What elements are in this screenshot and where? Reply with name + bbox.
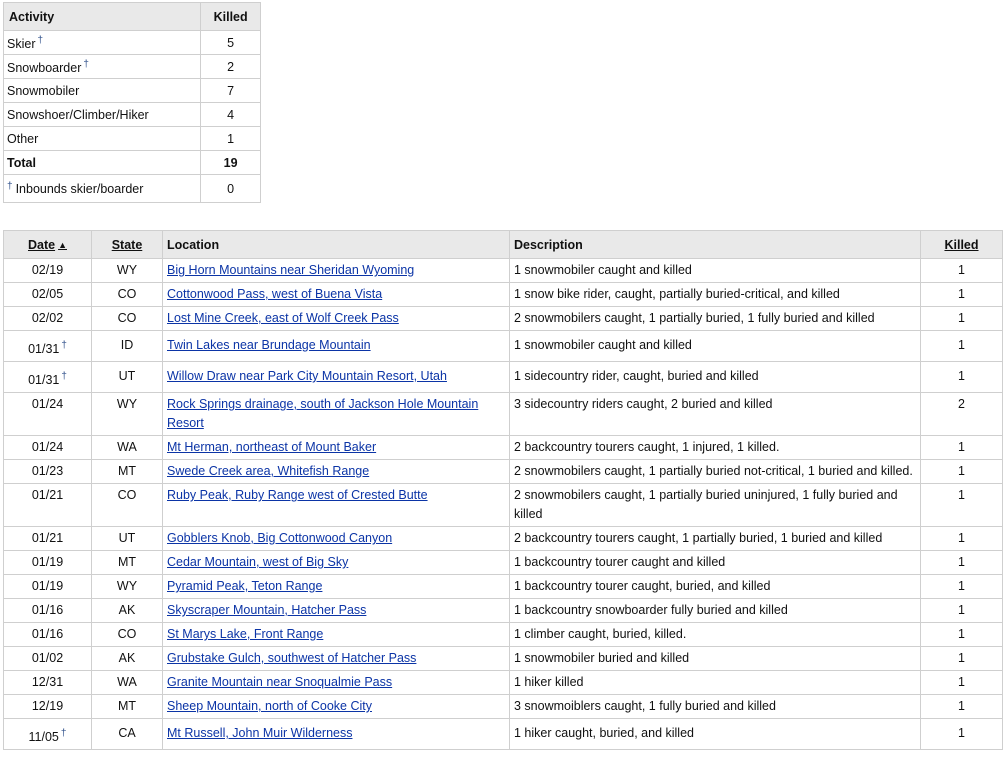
location-cell xyxy=(163,671,510,695)
activity-killed-count: 7 xyxy=(201,79,261,103)
activity-cell xyxy=(4,79,201,103)
date-cell xyxy=(4,436,92,460)
killed-cell: 2 xyxy=(921,393,1003,436)
description-cell: 2 backcountry tourers caught, 1 partially buried, 1 buried and killed xyxy=(510,527,921,551)
description-cell: 3 snowmoiblers caught, 1 fully buried and killed xyxy=(510,695,921,719)
date-cell xyxy=(4,393,92,436)
date-cell xyxy=(4,460,92,484)
state-header-label[interactable]: State xyxy=(111,237,143,252)
inbounds-cell xyxy=(4,175,201,203)
inbounds-dagger-icon: † xyxy=(60,728,67,739)
description-cell: 1 snow bike rider, caught, partially buried-critical, and killed xyxy=(510,283,921,307)
incident-row xyxy=(4,331,1003,362)
date-cell xyxy=(4,719,92,750)
summary-table xyxy=(3,2,261,203)
date-value: 02/05 xyxy=(31,287,64,301)
summary-row xyxy=(4,31,261,55)
description-cell: 2 backcountry tourers caught, 1 injured, 1 killed. xyxy=(510,436,921,460)
date-cell xyxy=(4,362,92,393)
activity-label: Skier xyxy=(7,36,36,51)
description-cell: 2 snowmobilers caught, 1 partially buried uninjured, 1 fully buried and killed xyxy=(510,484,921,527)
total-killed-count: 19 xyxy=(201,151,261,175)
description-header: Description xyxy=(510,231,921,259)
description-cell: 1 backcountry snowboarder fully buried and killed xyxy=(510,599,921,623)
date-value: 01/19 xyxy=(31,555,64,569)
date-cell xyxy=(4,671,92,695)
state-cell: MT xyxy=(92,460,163,484)
state-cell: WY xyxy=(92,575,163,599)
date-value: 02/02 xyxy=(31,311,64,325)
date-cell xyxy=(4,331,92,362)
date-cell xyxy=(4,551,92,575)
summary-row xyxy=(4,103,261,127)
state-cell: UT xyxy=(92,527,163,551)
activity-cell xyxy=(4,31,201,55)
location-cell xyxy=(163,436,510,460)
location-cell xyxy=(163,599,510,623)
killed-cell: 1 xyxy=(921,719,1003,750)
incidents-table xyxy=(3,230,1003,750)
state-cell: ID xyxy=(92,331,163,362)
description-cell: 3 sidecountry riders caught, 2 buried and killed xyxy=(510,393,921,436)
summary-row xyxy=(4,127,261,151)
killed-cell: 1 xyxy=(921,436,1003,460)
date-cell xyxy=(4,283,92,307)
location-cell xyxy=(163,259,510,283)
incident-row xyxy=(4,551,1003,575)
killed-cell: 1 xyxy=(921,484,1003,527)
activity-cell xyxy=(4,55,201,79)
location-link[interactable]: Pyramid Peak, Teton Range xyxy=(167,579,323,593)
incident-row xyxy=(4,259,1003,283)
date-cell xyxy=(4,695,92,719)
date-value: 01/21 xyxy=(31,531,64,545)
location-link[interactable]: Rock Springs drainage, south of Jackson Hole Mountain Resort xyxy=(167,397,479,430)
incident-row xyxy=(4,599,1003,623)
activity-cell xyxy=(4,103,201,127)
description-cell: 1 backcountry tourer caught, buried, and killed xyxy=(510,575,921,599)
location-cell xyxy=(163,647,510,671)
location-link[interactable]: Mt Herman, northeast of Mount Baker xyxy=(167,440,377,454)
date-value: 01/24 xyxy=(31,440,64,454)
location-link[interactable]: Grubstake Gulch, southwest of Hatcher Pass xyxy=(167,651,417,665)
killed-cell: 1 xyxy=(921,599,1003,623)
date-value: 02/19 xyxy=(31,263,64,277)
sort-by-date-header[interactable] xyxy=(4,231,92,259)
location-link[interactable]: Willow Draw near Park City Mountain Resort, Utah xyxy=(167,369,447,383)
incident-row xyxy=(4,575,1003,599)
incident-row xyxy=(4,527,1003,551)
inbounds-dagger-icon: † xyxy=(61,340,67,351)
incident-row xyxy=(4,436,1003,460)
location-link[interactable]: Mt Russell, John Muir Wilderness xyxy=(167,726,353,740)
activity-label: Snowshoer/Climber/Hiker xyxy=(7,107,149,122)
killed-cell: 1 xyxy=(921,283,1003,307)
location-link[interactable]: Big Horn Mountains near Sheridan Wyoming xyxy=(167,263,415,277)
inbounds-dagger-icon: † xyxy=(37,34,44,46)
location-cell xyxy=(163,283,510,307)
summary-row xyxy=(4,55,261,79)
killed-cell: 1 xyxy=(921,460,1003,484)
date-value: 11/05 xyxy=(28,730,59,744)
location-header: Location xyxy=(163,231,510,259)
summary-inbounds-row xyxy=(4,175,261,203)
description-cell: 2 snowmobilers caught, 1 partially buried, 1 fully buried and killed xyxy=(510,307,921,331)
state-cell: CO xyxy=(92,623,163,647)
date-value: 01/23 xyxy=(31,464,64,478)
location-link[interactable]: St Marys Lake, Front Range xyxy=(167,627,324,641)
killed-cell: 1 xyxy=(921,671,1003,695)
date-cell xyxy=(4,623,92,647)
state-cell: CO xyxy=(92,484,163,527)
killed-cell: 1 xyxy=(921,647,1003,671)
description-cell: 1 sidecountry rider, caught, buried and killed xyxy=(510,362,921,393)
date-cell xyxy=(4,484,92,527)
description-cell: 2 snowmobilers caught, 1 partially buried not-critical, 1 buried and killed. xyxy=(510,460,921,484)
location-link[interactable]: Twin Lakes near Brundage Mountain xyxy=(167,338,371,352)
location-cell xyxy=(163,331,510,362)
date-value: 01/21 xyxy=(31,488,64,502)
location-cell xyxy=(163,484,510,527)
location-cell xyxy=(163,307,510,331)
sort-by-killed-header[interactable] xyxy=(921,231,1003,259)
date-header-label[interactable]: Date xyxy=(27,237,56,252)
activity-killed-count: 2 xyxy=(201,55,261,79)
state-cell: CO xyxy=(92,307,163,331)
activity-killed-count: 4 xyxy=(201,103,261,127)
location-cell xyxy=(163,551,510,575)
description-cell: 1 hiker killed xyxy=(510,671,921,695)
killed-cell: 1 xyxy=(921,527,1003,551)
location-link[interactable]: Sheep Mountain, north of Cooke City xyxy=(167,699,372,713)
location-cell xyxy=(163,695,510,719)
incident-row xyxy=(4,460,1003,484)
date-value: 01/02 xyxy=(31,651,64,665)
killed-cell: 1 xyxy=(921,695,1003,719)
state-cell: UT xyxy=(92,362,163,393)
location-link[interactable]: Lost Mine Creek, east of Wolf Creek Pass xyxy=(167,311,399,325)
incident-row xyxy=(4,283,1003,307)
activity-cell xyxy=(4,127,201,151)
location-link[interactable]: Skyscraper Mountain, Hatcher Pass xyxy=(167,603,367,617)
inbounds-dagger-icon: † xyxy=(83,58,89,70)
location-link[interactable]: Gobblers Knob, Big Cottonwood Canyon xyxy=(167,531,393,545)
killed-cell: 1 xyxy=(921,259,1003,283)
state-cell: WA xyxy=(92,436,163,460)
inbounds-killed-count: 0 xyxy=(201,175,261,203)
location-cell xyxy=(163,362,510,393)
killed-header-label[interactable]: Killed xyxy=(944,237,979,252)
state-cell: WY xyxy=(92,259,163,283)
date-value: 12/19 xyxy=(31,699,64,713)
location-cell xyxy=(163,460,510,484)
killed-cell: 1 xyxy=(921,307,1003,331)
date-cell xyxy=(4,307,92,331)
date-value: 01/16 xyxy=(31,627,64,641)
incident-row xyxy=(4,647,1003,671)
location-link[interactable]: Cedar Mountain, west of Big Sky xyxy=(167,555,349,569)
state-cell: CA xyxy=(92,719,163,750)
location-link[interactable]: Ruby Peak, Ruby Range west of Crested Butte xyxy=(167,488,428,502)
activity-killed-count: 5 xyxy=(201,31,261,55)
date-cell xyxy=(4,647,92,671)
incident-row xyxy=(4,393,1003,436)
location-cell xyxy=(163,393,510,436)
date-cell xyxy=(4,599,92,623)
state-cell: AK xyxy=(92,647,163,671)
incident-row xyxy=(4,484,1003,527)
location-cell xyxy=(163,575,510,599)
date-value: 01/31 xyxy=(28,342,60,356)
date-value: 12/31 xyxy=(31,675,64,689)
killed-cell: 1 xyxy=(921,623,1003,647)
description-cell: 1 backcountry tourer caught and killed xyxy=(510,551,921,575)
location-link[interactable]: Cottonwood Pass, west of Buena Vista xyxy=(167,287,383,301)
date-cell xyxy=(4,527,92,551)
incident-row xyxy=(4,671,1003,695)
state-cell: WA xyxy=(92,671,163,695)
killed-cell: 1 xyxy=(921,551,1003,575)
location-cell xyxy=(163,527,510,551)
total-label: Total xyxy=(4,151,201,175)
activity-killed-count: 1 xyxy=(201,127,261,151)
killed-cell: 1 xyxy=(921,331,1003,362)
state-cell: AK xyxy=(92,599,163,623)
summary-total-row xyxy=(4,151,261,175)
date-cell xyxy=(4,259,92,283)
location-link[interactable]: Granite Mountain near Snoqualmie Pass xyxy=(167,675,393,689)
date-value: 01/24 xyxy=(31,397,64,411)
date-value: 01/31 xyxy=(28,373,60,387)
inbounds-label: Inbounds skier/boarder xyxy=(15,182,144,196)
incident-row xyxy=(4,307,1003,331)
state-cell: WY xyxy=(92,393,163,436)
activity-label: Snowmobiler xyxy=(7,83,80,98)
description-cell: 1 climber caught, buried, killed. xyxy=(510,623,921,647)
state-cell: CO xyxy=(92,283,163,307)
description-cell: 1 hiker caught, buried, and killed xyxy=(510,719,921,750)
state-cell: MT xyxy=(92,551,163,575)
header-killed: Killed xyxy=(201,3,261,31)
date-cell xyxy=(4,575,92,599)
location-cell xyxy=(163,719,510,750)
state-cell: MT xyxy=(92,695,163,719)
date-value: 01/16 xyxy=(31,603,64,617)
description-cell: 1 snowmobiler buried and killed xyxy=(510,647,921,671)
incident-row xyxy=(4,623,1003,647)
inbounds-dagger-icon: † xyxy=(7,181,13,192)
incident-row xyxy=(4,362,1003,393)
header-activity: Activity xyxy=(4,3,201,31)
activity-label: Snowboarder xyxy=(7,60,82,75)
summary-row xyxy=(4,79,261,103)
location-cell xyxy=(163,623,510,647)
inbounds-dagger-icon: † xyxy=(61,371,67,382)
sort-ascending-icon[interactable]: ▲ xyxy=(58,239,67,250)
description-cell: 1 snowmobiler caught and killed xyxy=(510,259,921,283)
incident-row xyxy=(4,719,1003,750)
killed-cell: 1 xyxy=(921,362,1003,393)
date-value: 01/19 xyxy=(31,579,64,593)
description-cell: 1 snowmobiler caught and killed xyxy=(510,331,921,362)
location-link[interactable]: Swede Creek area, Whitefish Range xyxy=(167,464,370,478)
activity-label: Other xyxy=(7,131,39,146)
sort-by-state-header[interactable] xyxy=(92,231,163,259)
killed-cell: 1 xyxy=(921,575,1003,599)
incident-row xyxy=(4,695,1003,719)
